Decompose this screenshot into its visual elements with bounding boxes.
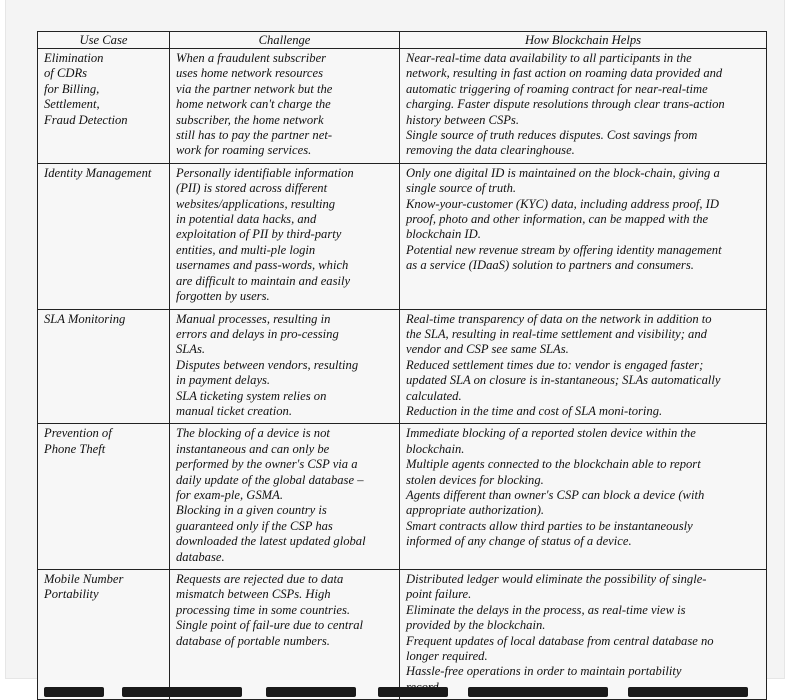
use-case-cell: Mobile Number Portability xyxy=(38,570,170,700)
use-case-cell: SLA Monitoring xyxy=(38,309,170,424)
blockchain-helps-cell: Immediate blocking of a reported stolen device within the blockchain. Multiple agents connected to the blockchain able to report stolen devices for blocking. Agents different than owner's CSP can block a device (with appropriate authorization). Smart contracts allow third parties to be instantaneously informed of any change of status of a device. xyxy=(400,424,767,570)
challenge-cell: The blocking of a device is not instantaneous and can only be performed by the owner's CSP via a daily update of the global database – for exam-ple, GSMA. Blocking in a given country is guaranteed only if the CSP has downloaded the latest updated global database. xyxy=(170,424,400,570)
header-challenge: Challenge xyxy=(170,32,400,49)
blockchain-helps-cell: Real-time transparency of data on the network in addition to the SLA, resulting in real-time settlement and visibility; and vendor and CSP see same SLAs. Reduced settlement times due to: vendor is engaged faster; updated SLA on closure is in-stantaneous; SLAs automatically calculated. Reduction in the time and cost of SLA moni-toring. xyxy=(400,309,767,424)
use-case-cell: Elimination of CDRs for Billing, Settlement, Fraud Detection xyxy=(38,49,170,164)
challenge-cell: Manual processes, resulting in errors and delays in pro-cessing SLAs. Disputes between vendors, resulting in payment delays. SLA ticketing system relies on manual ticket creation. xyxy=(170,309,400,424)
table-row xyxy=(38,424,767,570)
use-case-cell: Prevention of Phone Theft xyxy=(38,424,170,570)
blockchain-helps-cell: Distributed ledger would eliminate the possibility of single- point failure. Eliminate the delays in the process, as real-time view is provided by the blockchain. Frequent updates of local database from central database no longer required. Hassle-free operations in order to maintain portability xyxy=(400,570,767,700)
blockchain-helps-cell: Near-real-time data availability to all participants in the network, resulting in fast action on roaming data provided and automatic triggering of roaming contract for near-real-time charging. Faster dispute resolutions through clear trans-action history between CSPs. Single source of truth reduces disputes. Cost savings from removing the data clearinghouse. xyxy=(400,49,767,164)
table-row xyxy=(38,49,767,164)
challenge-cell: When a fraudulent subscriber uses home network resources via the partner network but the home network can't charge the subscriber, the home network still has to pay the partner net- work for roaming services. xyxy=(170,49,400,164)
blockchain-helps-cell: Only one digital ID is maintained on the block-chain, giving a single source of truth. Know-your-customer (KYC) data, including address proof, ID proof, photo and other information, can be mapped with the blockchain ID. Potential new revenue stream by offering identity management as a service (IDaaS) solution to partners and consumers. xyxy=(400,163,767,309)
challenge-cell: Requests are rejected due to data mismatch between CSPs. High processing time in some countries. Single point of fail-ure due to central database of portable numbers. xyxy=(170,570,400,700)
table-header-row xyxy=(38,32,767,49)
header-how-blockchain-helps: How Blockchain Helps xyxy=(400,32,767,49)
use-case-cell: Identity Management xyxy=(38,163,170,309)
header-use-case: Use Case xyxy=(38,32,170,49)
blockchain-use-case-table xyxy=(37,31,767,700)
table-row xyxy=(38,309,767,424)
table-row xyxy=(38,163,767,309)
document-frame xyxy=(6,0,784,678)
cropped-next-line xyxy=(0,681,800,700)
challenge-cell: Personally identifiable information (PII) is stored across different websites/applications, resulting in potential data hacks, and exploitation of PII by third-party entities, and multi-ple login usernames and pass-words, which are difficult to maintain and easily forgotten by users. xyxy=(170,163,400,309)
